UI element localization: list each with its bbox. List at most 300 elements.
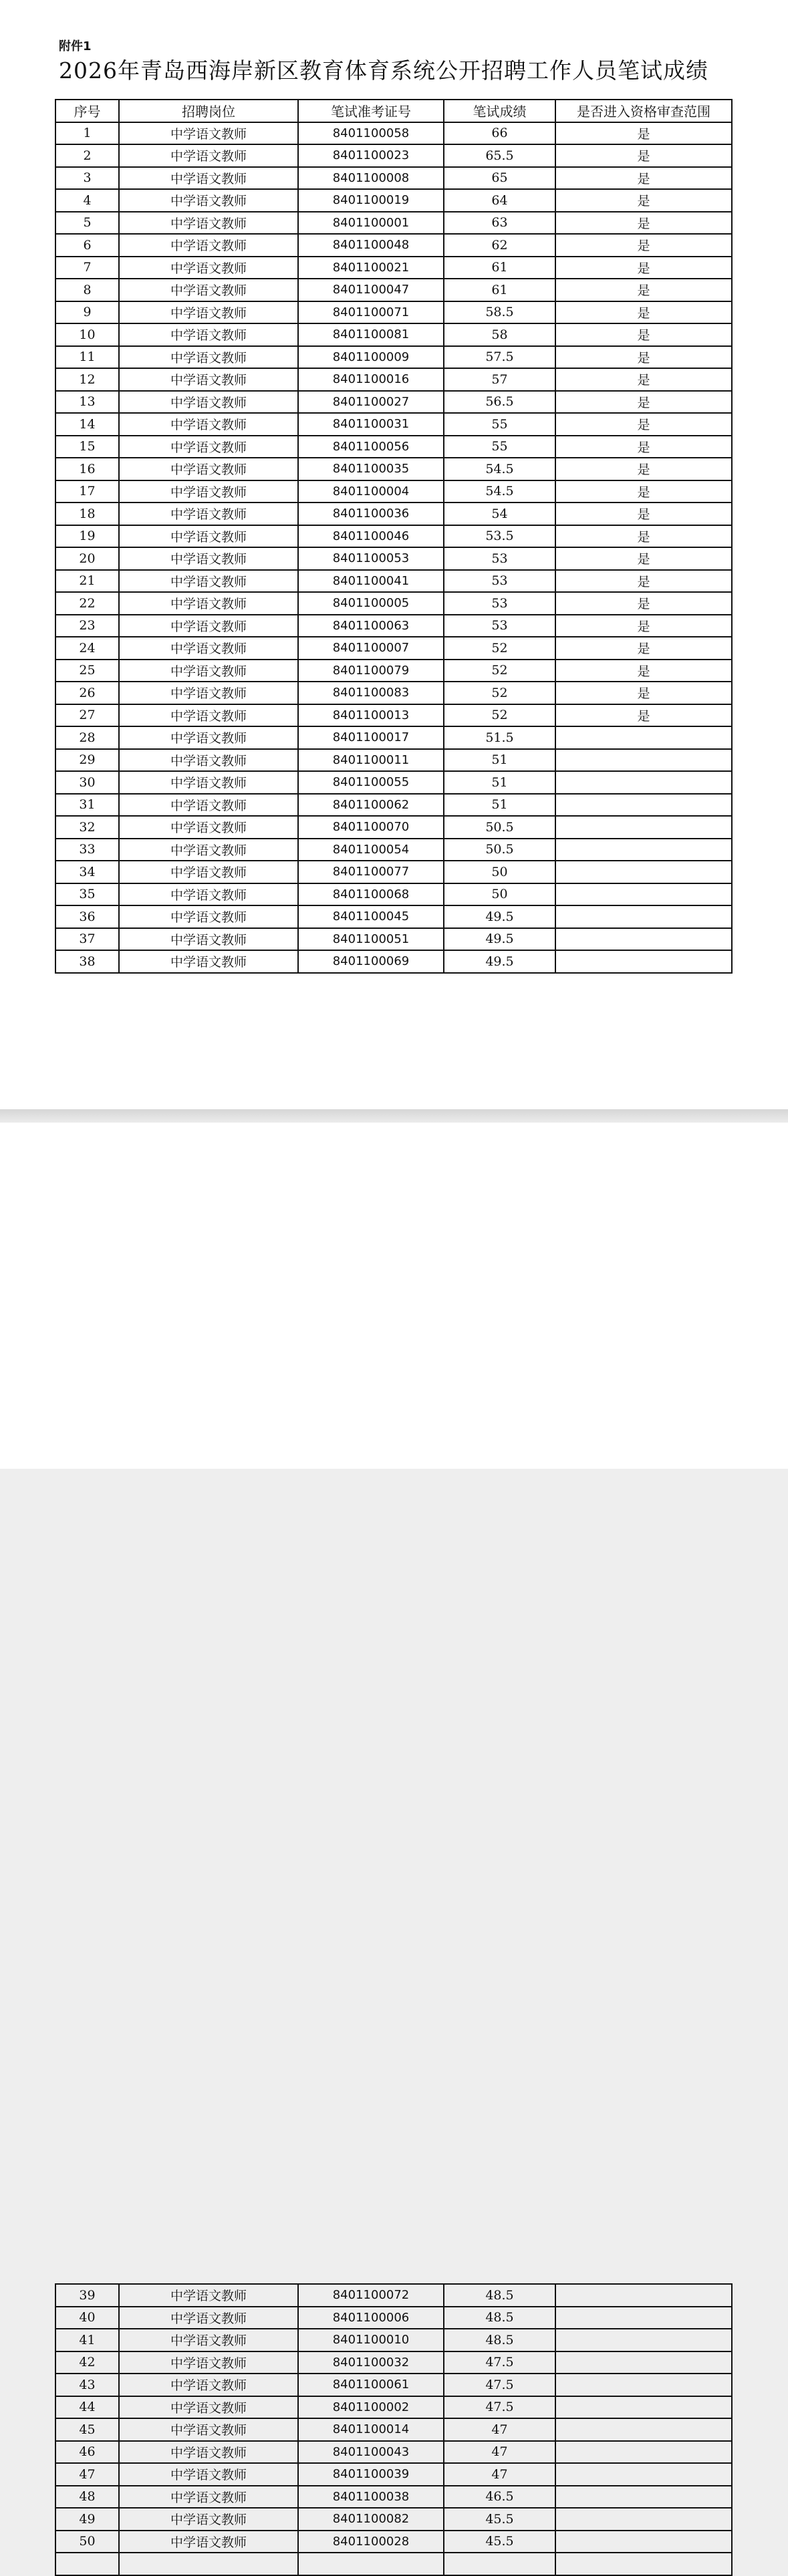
cell-no: 25 [55,660,119,682]
cell-qualification [555,905,732,928]
table-row [55,301,732,324]
document-page-1 [0,0,788,1109]
scores-table-continued [55,2283,733,2576]
cell-exam-id: 8401100053 [298,547,444,570]
col-header-score: 笔试成绩 [444,100,555,122]
table-row [55,682,732,704]
cell-no: 29 [55,749,119,772]
cell-post: 中学语文教师 [119,391,298,414]
cell-qualification: 是 [555,144,732,167]
table-row [55,2418,732,2441]
cell-post: 中学语文教师 [119,615,298,637]
cell-qualification: 是 [555,346,732,369]
table-row [55,413,732,436]
cell-qualification: 是 [555,547,732,570]
cell-exam-id: 8401100071 [298,301,444,324]
cell-no: 45 [55,2418,119,2441]
document-title: 2026年青岛西海岸新区教育体育系统公开招聘工作人员笔试成绩 [59,57,708,84]
cell-score: 48.5 [444,2329,555,2351]
cell-score: 54 [444,503,555,525]
cell-score: 46.5 [444,2486,555,2509]
cell-exam-id: 8401100013 [298,704,444,727]
cell-exam-id: 8401100046 [298,525,444,548]
cell-post: 中学语文教师 [119,2508,298,2531]
cell-score: 49.5 [444,950,555,973]
cell-post: 中学语文教师 [119,2418,298,2441]
table-row [55,592,732,615]
cell-post: 中学语文教师 [119,234,298,257]
table-row [55,189,732,212]
cell-post: 中学语文教师 [119,346,298,369]
cell-no: 14 [55,413,119,436]
cell-qualification: 是 [555,301,732,324]
cell-qualification: 是 [555,637,732,660]
cell-qualification [555,2396,732,2419]
table-row [55,905,732,928]
cell-no: 7 [55,257,119,279]
cell-post: 中学语文教师 [119,950,298,973]
table-row [55,2307,732,2329]
cell-qualification: 是 [555,682,732,704]
cell-post: 中学语文教师 [119,905,298,928]
cell-score: 52 [444,660,555,682]
cell-exam-id: 8401100070 [298,816,444,839]
cell-qualification: 是 [555,660,732,682]
cell-post: 中学语文教师 [119,257,298,279]
cell-score: 53.5 [444,525,555,548]
cell-qualification [555,2441,732,2464]
cell-score: 47.5 [444,2396,555,2419]
table-row [55,660,732,682]
cell-exam-id: 8401100007 [298,637,444,660]
cell-post: 中学语文教师 [119,2284,298,2307]
cell-qualification [555,883,732,906]
cell-score: 50.5 [444,839,555,861]
cell-qualification [555,749,732,772]
table-row [55,436,732,458]
table-row [55,928,732,951]
document-page-2 [0,1123,788,2550]
cell-no: 33 [55,839,119,861]
cell-no: 9 [55,301,119,324]
cell-no: 44 [55,2396,119,2419]
cell-score: 51 [444,749,555,772]
cell-no: 16 [55,458,119,480]
table-row [55,391,732,414]
cell-qualification [555,771,732,794]
cell-no: 28 [55,726,119,749]
cell-no: 21 [55,570,119,593]
cell-qualification: 是 [555,234,732,257]
cell-exam-id: 8401100069 [298,950,444,973]
table-row [55,257,732,279]
cell-qualification [555,2531,732,2553]
cell-post: 中学语文教师 [119,122,298,145]
cell-qualification [555,816,732,839]
cell-post: 中学语文教师 [119,368,298,391]
cell-no: 6 [55,234,119,257]
cell-qualification: 是 [555,413,732,436]
cell-no: 46 [55,2441,119,2464]
cell-no: 39 [55,2284,119,2307]
table-row [55,950,732,973]
cell-no: 22 [55,592,119,615]
cell-post: 中学语文教师 [119,547,298,570]
cell-qualification: 是 [555,525,732,548]
table-row [55,2508,732,2531]
cell-exam-id: 8401100032 [298,2351,444,2374]
cell-no: 38 [55,950,119,973]
cell-qualification [555,2351,732,2374]
cell-qualification [555,950,732,973]
cell-no: 49 [55,2508,119,2531]
cell-post: 中学语文教师 [119,704,298,727]
cell-no: 5 [55,212,119,235]
cell-qualification [555,2508,732,2531]
table-row [55,861,732,883]
cell-exam-id: 8401100014 [298,2418,444,2441]
cell-score: 63 [444,212,555,235]
cell-no: 42 [55,2351,119,2374]
cell-qualification: 是 [555,279,732,301]
table-row [55,615,732,637]
cell-score: 45.5 [444,2531,555,2553]
table-row [55,323,732,346]
cell-qualification [555,2486,732,2509]
cell-qualification: 是 [555,167,732,190]
cell-qualification: 是 [555,323,732,346]
cell-score: 52 [444,682,555,704]
cell-score: 52 [444,704,555,727]
cell-no: 17 [55,480,119,503]
cell-exam-id: 8401100051 [298,928,444,951]
cell-no: 3 [55,167,119,190]
cell-exam-id: 8401100016 [298,368,444,391]
cell-exam-id: 8401100039 [298,2463,444,2486]
cell-exam-id: 8401100002 [298,2396,444,2419]
table-body-page-2 [55,2284,732,2575]
cell-qualification [555,2284,732,2307]
cell-exam-id: 8401100027 [298,391,444,414]
col-header-post: 招聘岗位 [119,100,298,122]
table-row [55,2351,732,2374]
cell-exam-id: 8401100079 [298,660,444,682]
table-row [55,458,732,480]
cell-no: 37 [55,928,119,951]
table-row [55,794,732,817]
cell-exam-id: 8401100001 [298,212,444,235]
table-body-page-1 [55,122,732,973]
cell-score: 53 [444,570,555,593]
cell-qualification: 是 [555,503,732,525]
cell-no: 32 [55,816,119,839]
cell-exam-id: 8401100056 [298,436,444,458]
col-header-qualification: 是否进入资格审查范围 [555,100,732,122]
table-row [55,144,732,167]
cell-qualification [555,726,732,749]
cell-post: 中学语文教师 [119,503,298,525]
cell-post [119,2553,298,2575]
cell-post: 中学语文教师 [119,726,298,749]
cell-post: 中学语文教师 [119,816,298,839]
cell-no: 27 [55,704,119,727]
cell-post: 中学语文教师 [119,323,298,346]
cell-no: 1 [55,122,119,145]
cell-score: 64 [444,189,555,212]
cell-score: 58.5 [444,301,555,324]
cell-no: 36 [55,905,119,928]
cell-exam-id: 8401100072 [298,2284,444,2307]
cell-no: 26 [55,682,119,704]
cell-score: 56.5 [444,391,555,414]
cell-no: 12 [55,368,119,391]
cell-score: 51 [444,771,555,794]
cell-no: 4 [55,189,119,212]
table-row [55,637,732,660]
cell-exam-id [298,2553,444,2575]
table-row [55,2531,732,2553]
table-row [55,2284,732,2307]
cell-post: 中学语文教师 [119,212,298,235]
table-row [55,503,732,525]
table-header-row [55,100,732,122]
cell-qualification: 是 [555,257,732,279]
cell-score: 48.5 [444,2284,555,2307]
cell-exam-id: 8401100004 [298,480,444,503]
cell-post: 中学语文教师 [119,928,298,951]
cell-exam-id: 8401100028 [298,2531,444,2553]
cell-qualification [555,928,732,951]
cell-exam-id: 8401100023 [298,144,444,167]
cell-qualification: 是 [555,480,732,503]
cell-qualification: 是 [555,391,732,414]
table-row [55,816,732,839]
table-row [55,346,732,369]
table-row [55,2486,732,2509]
cell-qualification: 是 [555,592,732,615]
cell-exam-id: 8401100061 [298,2374,444,2396]
cell-qualification [555,2307,732,2329]
cell-post: 中学语文教师 [119,2351,298,2374]
table-row [55,2463,732,2486]
cell-no: 41 [55,2329,119,2351]
cell-post: 中学语文教师 [119,794,298,817]
cell-score: 53 [444,615,555,637]
cell-post: 中学语文教师 [119,839,298,861]
cell-score: 50.5 [444,816,555,839]
cell-post: 中学语文教师 [119,301,298,324]
cell-exam-id: 8401100010 [298,2329,444,2351]
cell-exam-id: 8401100036 [298,503,444,525]
cell-exam-id: 8401100017 [298,726,444,749]
cell-qualification [555,2374,732,2396]
cell-no: 2 [55,144,119,167]
cell-post: 中学语文教师 [119,2486,298,2509]
cell-no: 24 [55,637,119,660]
cell-score: 47 [444,2418,555,2441]
table-row [55,839,732,861]
cell-no: 20 [55,547,119,570]
cell-exam-id: 8401100006 [298,2307,444,2329]
cell-post: 中学语文教师 [119,682,298,704]
cell-qualification: 是 [555,570,732,593]
cell-score: 47 [444,2463,555,2486]
cell-qualification: 是 [555,436,732,458]
cell-no: 48 [55,2486,119,2509]
cell-exam-id: 8401100058 [298,122,444,145]
cell-post: 中学语文教师 [119,2531,298,2553]
cell-score: 53 [444,547,555,570]
cell-score: 62 [444,234,555,257]
table-row [55,771,732,794]
table-row [55,2374,732,2396]
cell-post: 中学语文教师 [119,2441,298,2464]
cell-score: 51 [444,794,555,817]
cell-no: 50 [55,2531,119,2553]
cell-exam-id: 8401100062 [298,794,444,817]
cell-exam-id: 8401100047 [298,279,444,301]
cell-no: 40 [55,2307,119,2329]
cell-score: 54.5 [444,480,555,503]
cell-no: 13 [55,391,119,414]
cell-exam-id: 8401100008 [298,167,444,190]
cell-score: 47.5 [444,2374,555,2396]
cell-score: 48.5 [444,2307,555,2329]
table-row [55,480,732,503]
cell-no [55,2553,119,2575]
cell-post: 中学语文教师 [119,861,298,883]
col-header-exam-id: 笔试准考证号 [298,100,444,122]
cell-post: 中学语文教师 [119,2463,298,2486]
cell-score: 54.5 [444,458,555,480]
cell-score: 49.5 [444,905,555,928]
cell-score: 47 [444,2441,555,2464]
cell-post: 中学语文教师 [119,525,298,548]
cell-exam-id: 8401100011 [298,749,444,772]
cell-post: 中学语文教师 [119,570,298,593]
cell-score: 61 [444,279,555,301]
cell-score: 53 [444,592,555,615]
cell-exam-id: 8401100038 [298,2486,444,2509]
table-row [55,726,732,749]
cell-post: 中学语文教师 [119,189,298,212]
cell-no: 8 [55,279,119,301]
cell-qualification [555,794,732,817]
cell-post: 中学语文教师 [119,279,298,301]
cell-no: 31 [55,794,119,817]
cell-score: 49.5 [444,928,555,951]
cell-exam-id: 8401100055 [298,771,444,794]
cell-score: 55 [444,413,555,436]
cell-exam-id: 8401100031 [298,413,444,436]
cell-post: 中学语文教师 [119,660,298,682]
cell-post: 中学语文教师 [119,436,298,458]
cell-no: 47 [55,2463,119,2486]
cell-qualification: 是 [555,122,732,145]
cell-exam-id: 8401100081 [298,323,444,346]
cell-qualification [555,839,732,861]
cell-post: 中学语文教师 [119,458,298,480]
cell-no: 15 [55,436,119,458]
cell-score: 65.5 [444,144,555,167]
cell-no: 18 [55,503,119,525]
cell-score: 45.5 [444,2508,555,2531]
cell-post: 中学语文教师 [119,637,298,660]
cell-qualification [555,2329,732,2351]
cell-qualification [555,2553,732,2575]
cell-qualification: 是 [555,704,732,727]
table-row [55,883,732,906]
table-row [55,704,732,727]
cell-exam-id: 8401100048 [298,234,444,257]
cell-post: 中学语文教师 [119,2396,298,2419]
cell-exam-id: 8401100043 [298,2441,444,2464]
table-row [55,547,732,570]
scores-table [55,99,733,974]
cell-exam-id: 8401100082 [298,2508,444,2531]
cell-score: 58 [444,323,555,346]
table-row [55,525,732,548]
cell-exam-id: 8401100035 [298,458,444,480]
cell-score: 50 [444,861,555,883]
cell-qualification [555,2463,732,2486]
cell-qualification: 是 [555,458,732,480]
cell-qualification: 是 [555,615,732,637]
col-header-no: 序号 [55,100,119,122]
cell-post: 中学语文教师 [119,2307,298,2329]
cell-score [444,2553,555,2575]
cell-post: 中学语文教师 [119,749,298,772]
cell-exam-id: 8401100063 [298,615,444,637]
cell-qualification: 是 [555,189,732,212]
cell-no: 11 [55,346,119,369]
table-row [55,368,732,391]
table-row [55,212,732,235]
cell-exam-id: 8401100041 [298,570,444,593]
cell-exam-id: 8401100019 [298,189,444,212]
table-row [55,2441,732,2464]
table-row [55,749,732,772]
cell-exam-id: 8401100054 [298,839,444,861]
cell-exam-id: 8401100009 [298,346,444,369]
table-row [55,2329,732,2351]
cell-no: 10 [55,323,119,346]
page-separator [0,1109,788,1123]
cell-exam-id: 8401100045 [298,905,444,928]
cell-score: 57 [444,368,555,391]
cell-qualification: 是 [555,212,732,235]
cell-post: 中学语文教师 [119,771,298,794]
cell-exam-id: 8401100083 [298,682,444,704]
cell-score: 61 [444,257,555,279]
cell-score: 51.5 [444,726,555,749]
cell-score: 55 [444,436,555,458]
cell-post: 中学语文教师 [119,883,298,906]
cell-exam-id: 8401100005 [298,592,444,615]
table-row [55,2396,732,2419]
cell-post: 中学语文教师 [119,2329,298,2351]
cell-qualification [555,2418,732,2441]
cell-score: 65 [444,167,555,190]
cell-post: 中学语文教师 [119,2374,298,2396]
cell-exam-id: 8401100068 [298,883,444,906]
cell-post: 中学语文教师 [119,592,298,615]
cell-no: 30 [55,771,119,794]
cell-post: 中学语文教师 [119,480,298,503]
cell-score: 50 [444,883,555,906]
table-row [55,570,732,593]
cell-score: 57.5 [444,346,555,369]
